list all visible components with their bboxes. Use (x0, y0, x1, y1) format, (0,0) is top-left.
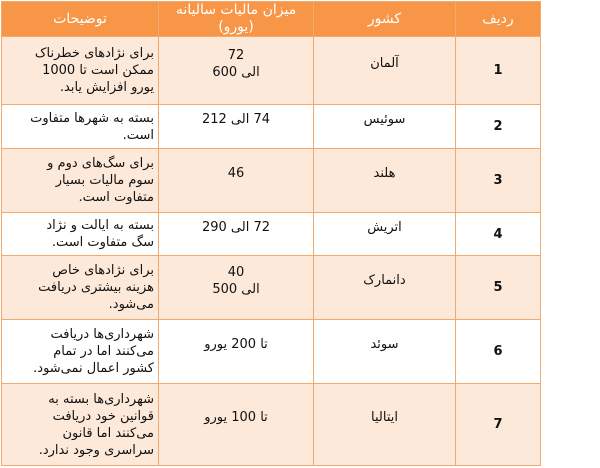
table-row (2, 105, 541, 149)
tax-text: 72 الی 290 (201, 219, 271, 235)
country-text: دانمارک (363, 273, 406, 288)
tax-text: 74 الی 212 (201, 112, 271, 127)
row-country (314, 320, 456, 384)
tax-text: 72 الی 600 (212, 47, 260, 80)
dog-tax-table (1, 1, 541, 466)
notes-text: بسته به شهرها متفاوت است. (30, 110, 154, 143)
table-header-row (2, 2, 541, 37)
table-row (2, 149, 541, 213)
header-tax: میزان مالیات سالیانه (یورو) (159, 2, 314, 37)
row-idx: 2 (456, 105, 541, 149)
row-country (314, 105, 456, 149)
notes-text: برای نژادهای خاص هزینه بیشتری دریافت می‌شود. (38, 263, 154, 312)
row-notes (2, 256, 159, 320)
row-country (314, 37, 456, 105)
header-notes: توضیحات (2, 2, 159, 37)
country-text: ایتالیا (371, 410, 398, 425)
row-tax (159, 149, 314, 213)
row-idx: 6 (456, 320, 541, 384)
row-country (314, 149, 456, 213)
row-idx: 1 (456, 37, 541, 105)
row-notes (2, 213, 159, 256)
row-country (314, 256, 456, 320)
row-country (314, 213, 456, 256)
header-country: کشور (314, 2, 456, 37)
row-notes (2, 149, 159, 213)
header-idx: ردیف (456, 2, 541, 37)
tax-text: تا 100 یورو (204, 410, 268, 425)
row-tax (159, 213, 314, 256)
table-row (2, 384, 541, 466)
country-text: سوئیس (363, 112, 406, 127)
tax-text: 46 (227, 166, 245, 181)
notes-text: شهرداری‌ها دریافت می‌کنند اما در تمام کشور اعمال نمی‌شود. (33, 327, 154, 376)
row-notes (2, 320, 159, 384)
row-tax (159, 320, 314, 384)
row-notes (2, 384, 159, 466)
row-tax (159, 256, 314, 320)
country-text: سوئد (370, 337, 399, 352)
table-row (2, 213, 541, 256)
table-row (2, 256, 541, 320)
country-text: هلند (373, 166, 396, 181)
row-idx: 7 (456, 384, 541, 466)
country-text: اتریش (367, 219, 402, 235)
table-row (2, 320, 541, 384)
notes-text: شهرداری‌ها بسته به قوانین خود دریافت می‌کنند اما قانون سراسری وجود ندارد. (38, 391, 154, 458)
row-idx: 3 (456, 149, 541, 213)
tax-text: 40 الی 500 (212, 264, 260, 297)
notes-text: برای نژادهای خطرناک ممکن است تا 1000 یورو افزایش یابد. (34, 46, 154, 95)
country-text: آلمان (370, 56, 399, 71)
row-notes (2, 37, 159, 105)
notes-text: برای سگ‌های دوم و سوم مالیات بسیار متفاوت است. (47, 156, 154, 205)
row-country (314, 384, 456, 466)
row-tax (159, 37, 314, 105)
row-idx: 5 (456, 256, 541, 320)
row-idx: 4 (456, 213, 541, 256)
notes-text: بسته به ایالت و نژاد سگ متفاوت است. (46, 218, 154, 250)
tax-text: تا 200 یورو (204, 337, 268, 352)
table-row (2, 37, 541, 105)
row-notes (2, 105, 159, 149)
row-tax (159, 384, 314, 466)
row-tax (159, 105, 314, 149)
